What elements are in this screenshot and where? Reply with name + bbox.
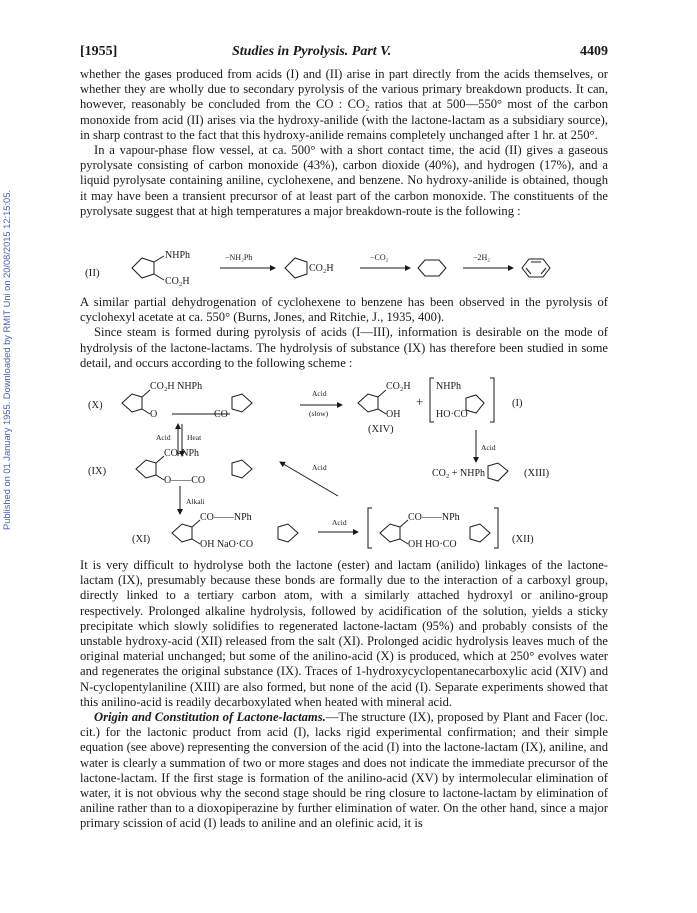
arrow-2 — [360, 253, 411, 271]
section-heading: Origin and Constitution of Lactone-lactams. — [94, 710, 326, 725]
XII-bottom: OH HO·CO — [408, 539, 457, 550]
I-nhph: NHPh — [436, 381, 462, 392]
plus-sign: + — [416, 394, 424, 409]
download-watermark — [0, 170, 16, 550]
paragraph-3: A similar partial dehydrogenation of cyclohexene to benzene has been observed in the pyrolysis of cyclohexyl acetate at ca. 550° (Burns, Jones, and Ritchie, J., 1935, 400). — [80, 295, 608, 325]
acid-slow-top: Acid — [312, 389, 327, 398]
header-page-number: 4409 — [580, 44, 608, 59]
cyclopentane-ring-icon — [132, 256, 164, 280]
label-XI: (XI) — [132, 534, 151, 545]
XIII-ring-icon — [488, 463, 508, 481]
benzene-ring-icon — [522, 259, 550, 277]
paragraph-1: whether the gases produced from acids (I) and (II) arise in part directly from the acids themselves, or whether they are wholly due to secondary pyrolysis of the various primary breakdown products. It can, however, reasonably be concluded from the CO : CO₂ ratios that at 500—550° most of the carbon monoxide from acid (II) arises via the hydroxy-anilide (with the lactone-lactam as a subsidiary source), in sharp contrast to the fact that this hydroxy-anilide remains completely unchanged after 1 hr. at 250°. — [80, 67, 608, 142]
label-XIII: (XIII) — [524, 468, 550, 479]
acid-diag-label: Acid — [312, 463, 327, 472]
acid-right-label: Acid — [481, 443, 496, 452]
XIV-co2h: CO₂H — [386, 381, 411, 392]
X-top: CO₂H NHPh — [150, 381, 203, 392]
cyclopentene-ring-icon — [285, 258, 307, 278]
body-top — [80, 67, 608, 219]
body-middle — [80, 295, 608, 371]
arrow-3-label: −2H₂ — [473, 253, 491, 262]
label-X: (X) — [88, 400, 103, 411]
body-bottom — [80, 558, 608, 832]
arrow-1-label: −NH₂Ph — [225, 253, 253, 262]
acid-heat-left: Acid — [156, 433, 171, 442]
XII-top: CO——NPh — [408, 512, 460, 523]
label-XIV: (XIV) — [368, 424, 394, 435]
acid-XI-label: Acid — [332, 518, 347, 527]
paragraph-6-text: —The structure (IX), proposed by Plant and Facer (loc. cit.) for the lactonic product from acid (I), lacks rigid experimental confirmation; and their simple equation (see above) representing the conversion of the acid (I) into the lactone-lactam (IX), aniline, and water is clearly a summation of two or more stages and does not indicate the immediate precursor of the lactone-lactam. If the first stage is formation of the anilino-acid (XV) by intermolecular elimination of water, it is not obvious why the second stage should be ring closure to lactone-lactam by elimination of aniline rather than to a dioxopiperazine by further elimination of water. On the other hand, since a major primary scission of acid (I) leads to aniline and an olefinic acid, it is — [80, 710, 608, 831]
scheme1-product-co2h: CO₂H — [309, 263, 334, 274]
paragraph-2: In a vapour-phase flow vessel, at ca. 500° with a short contact time, the acid (II) gives a gaseous pyrolysate consisting of carbon monoxide (43%), carbon dioxide (40%), and hydrogen (17%), and a liquid pyrolysate containing aniline, cyclohexene, and benzene. No hydroxy-anilide is obtained, though it may have been a transient precursor of at least part of the carbon monoxide. The constituents of the pyrolysate suggest that at high temperatures a major breakdown-route is the following : — [80, 143, 608, 218]
scheme1-co2h: CO₂H — [165, 276, 190, 287]
X-o: O — [150, 409, 158, 420]
label-IX: (IX) — [88, 466, 107, 477]
X-co: CO — [214, 409, 228, 420]
scheme1-label: (II) — [85, 267, 100, 279]
acid-slow-bottom: (slow) — [309, 409, 329, 418]
XI-bottom: OH NaO·CO — [200, 539, 254, 550]
cyclohexene-ring-icon — [418, 260, 446, 276]
arrow-3 — [463, 253, 514, 271]
arrow-2-label: −CO₂ — [370, 253, 389, 262]
I-hoco: HO·CO — [436, 409, 468, 420]
IX-top: CO-NPh — [164, 448, 200, 459]
X-ring-left-icon — [122, 390, 252, 414]
acid-heat-right: Heat — [187, 433, 202, 442]
header-title: Studies in Pyrolysis. Part V. — [232, 44, 392, 59]
alkali-label: Alkali — [186, 497, 205, 506]
download-note: Published on 01 January 1955. Downloaded by RMIT Uni on 20/08/2015 12:15:05. — [2, 190, 12, 530]
IX-bottom: O——CO — [164, 475, 206, 486]
arrow-1 — [220, 253, 276, 271]
label-XII: (XII) — [512, 534, 534, 545]
scheme1-nhph: NHPh — [165, 250, 191, 261]
XIV-ring-icon — [358, 390, 386, 414]
hydrolysis-scheme — [80, 370, 608, 550]
paragraph-6 — [80, 710, 608, 832]
arrow-XII-to-IX — [280, 462, 338, 496]
header-year: [1955] — [80, 44, 118, 59]
paragraph-4: Since steam is formed during pyrolysis of acids (I—III), information is desirable on the mode of hydrolysis of the lactone-lactams. The hydrolysis of substance (IX) has therefore been studied in some detail, and occurs according to the following scheme : — [80, 325, 608, 370]
scheme-1-diagram — [80, 246, 608, 290]
XIII-text: CO₂ + NHPh — [432, 468, 486, 479]
paragraph-5: It is very difficult to hydrolyse both the lactone (ester) and lactam (anilido) linkages of the lactone-lactam (IX), presumably because these bonds are formally due to the interaction of a carboxyl group, directly linked to a tertiary carbon atom, with a similarly attached hydroxyl or anilino-group respectively. Prolonged alkaline hydrolysis, followed by acidification of the solution, yields a sticky precipitate which slowly solidifies to regenerated lactone-lactam (95%) and probably consists of the unstable hydroxy-acid (XII) released from the salt (XI). Prolonged acidic hydrolysis leaves much of the original material unchanged; but some of the anilino-acid (X) is produced, which at 250° evolves water and regenerates the original substance (IX). Traces of 1-hydroxycyclopentanecarboxylic acid (XIV) and N-cyclopentylaniline (XIII) are also formed, but none of the acid (I). Separate experiments showed that this anilino-acid is readily decarboxylated when heated with mineral acid. — [80, 558, 608, 709]
XIV-oh: OH — [386, 409, 401, 420]
running-header — [80, 44, 608, 60]
XI-top: CO——NPh — [200, 512, 252, 523]
label-I: (I) — [512, 398, 523, 409]
